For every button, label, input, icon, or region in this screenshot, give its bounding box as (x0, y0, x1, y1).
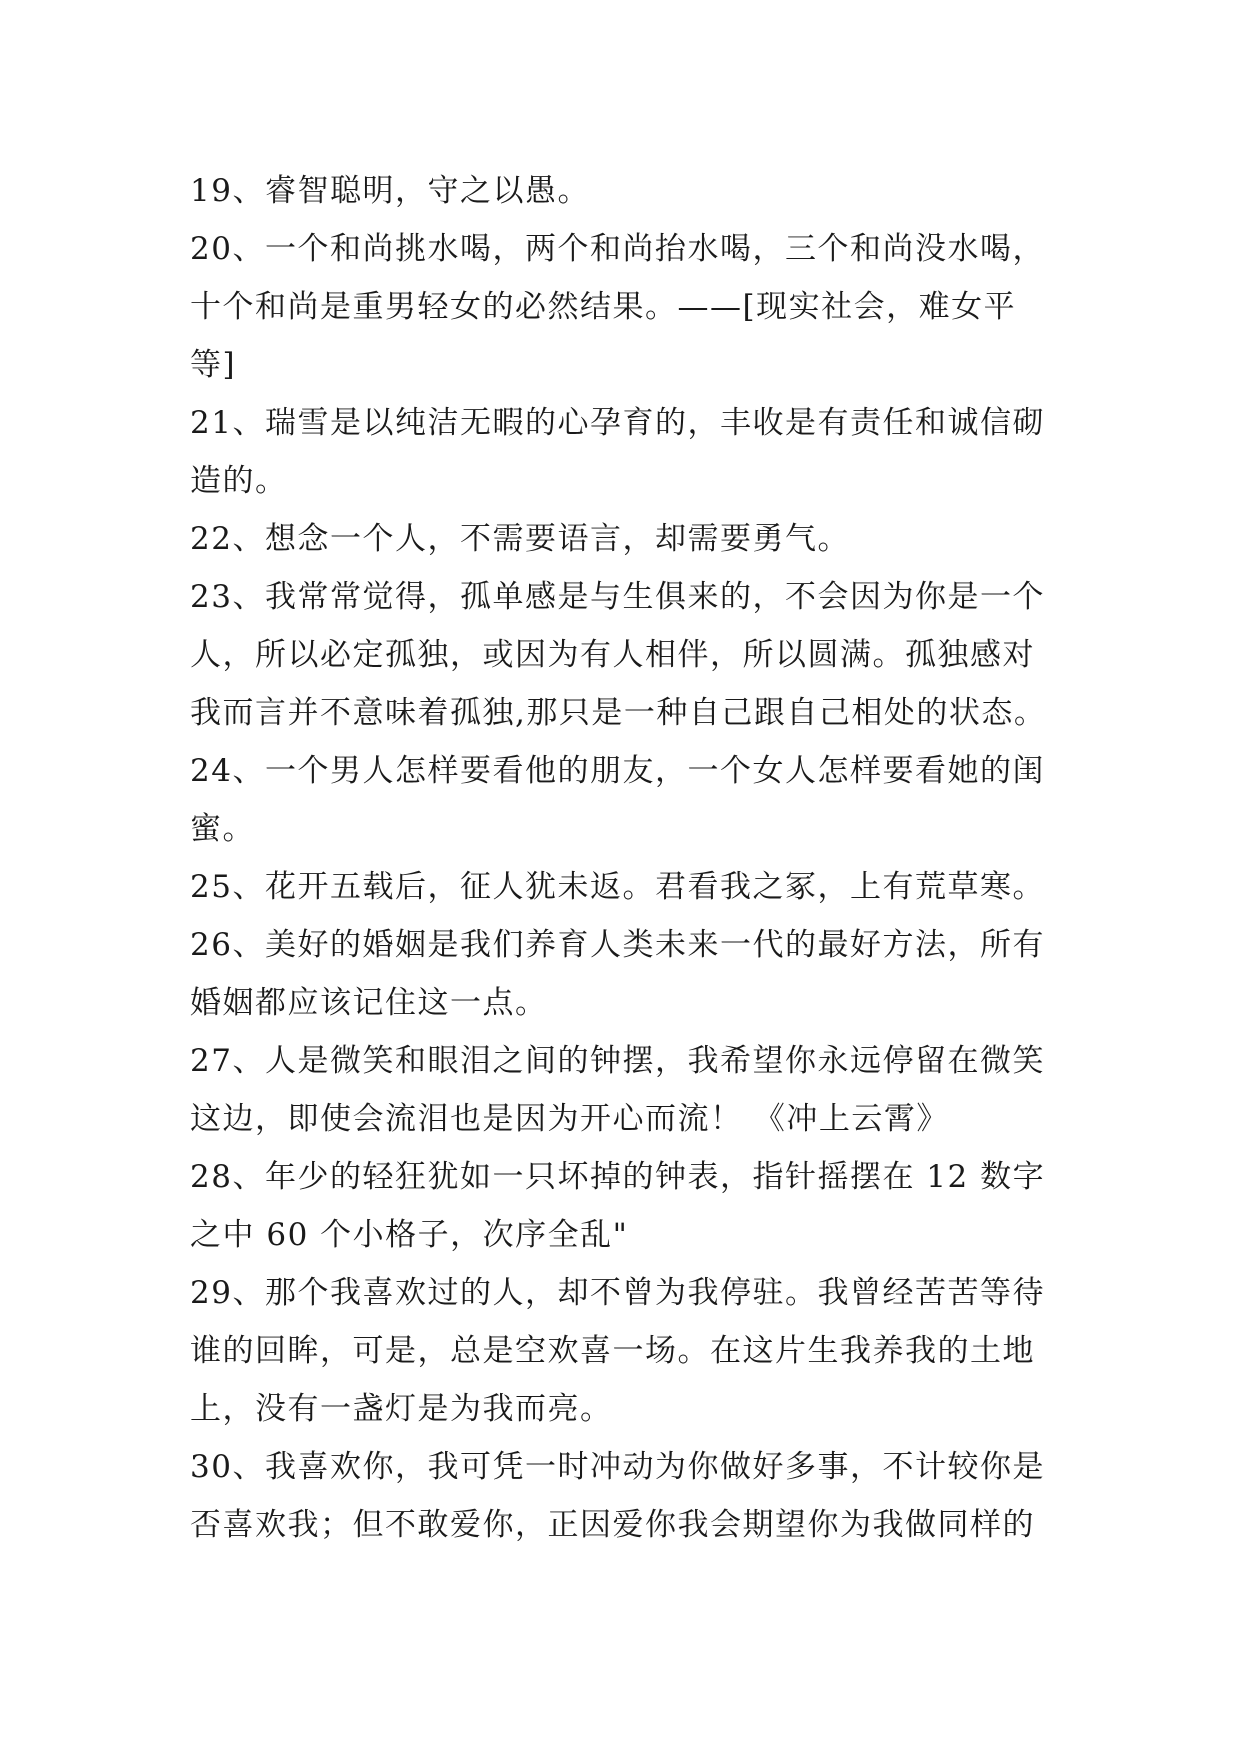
text-line: 22、想念一个人，不需要语言，却需要勇气。 (190, 521, 850, 557)
text-line: 21、瑞雪是以纯洁无暇的心孕育的，丰收是有责任和诚信砌 (190, 405, 1045, 441)
text-line: 蜜。 (190, 811, 255, 847)
text-line: 谁的回眸，可是，总是空欢喜一场。在这片生我养我的土地 (190, 1333, 1035, 1369)
text-line: 我而言并不意味着孤独,那只是一种自己跟自己相处的状态。 (190, 695, 1047, 731)
text-line: 人，所以必定孤独，或因为有人相伴，所以圆满。孤独感对 (190, 637, 1035, 673)
text-line: 婚姻都应该记住这一点。 (190, 985, 548, 1021)
text-line: 上，没有一盏灯是为我而亮。 (190, 1391, 613, 1427)
text-line: 19、睿智聪明，守之以愚。 (190, 173, 590, 209)
text-line: 27、人是微笑和眼泪之间的钟摆，我希望你永远停留在微笑 (190, 1043, 1045, 1079)
text-line: 这边，即使会流泪也是因为开心而流！ 《冲上云霄》 (190, 1101, 949, 1137)
text-line: 十个和尚是重男轻女的必然结果。——[现实社会，难女平 (190, 289, 1017, 325)
text-line: 造的。 (190, 463, 288, 499)
document-body (190, 162, 1070, 1554)
text-line: 23、我常常觉得，孤单感是与生俱来的，不会因为你是一个 (190, 579, 1045, 615)
text-line: 20、一个和尚挑水喝，两个和尚抬水喝，三个和尚没水喝， (190, 231, 1045, 267)
text-line: 28、年少的轻狂犹如一只坏掉的钟表，指针摇摆在 12 数字 (190, 1159, 1046, 1195)
text-line: 否喜欢我；但不敢爱你，正因爱你我会期望你为我做同样的 (190, 1507, 1035, 1543)
text-line: 25、花开五载后，征人犹未返。君看我之冢，上有荒草寒。 (190, 869, 1045, 905)
text-line: 等] (190, 347, 237, 383)
text-line: 29、那个我喜欢过的人，却不曾为我停驻。我曾经苦苦等待 (190, 1275, 1045, 1311)
text-line: 24、一个男人怎样要看他的朋友，一个女人怎样要看她的闺 (190, 753, 1045, 789)
text-line: 30、我喜欢你，我可凭一时冲动为你做好多事，不计较你是 (190, 1449, 1045, 1485)
text-line: 之中 60 个小格子，次序全乱" (190, 1217, 629, 1253)
text-line: 26、美好的婚姻是我们养育人类未来一代的最好方法，所有 (190, 927, 1045, 963)
